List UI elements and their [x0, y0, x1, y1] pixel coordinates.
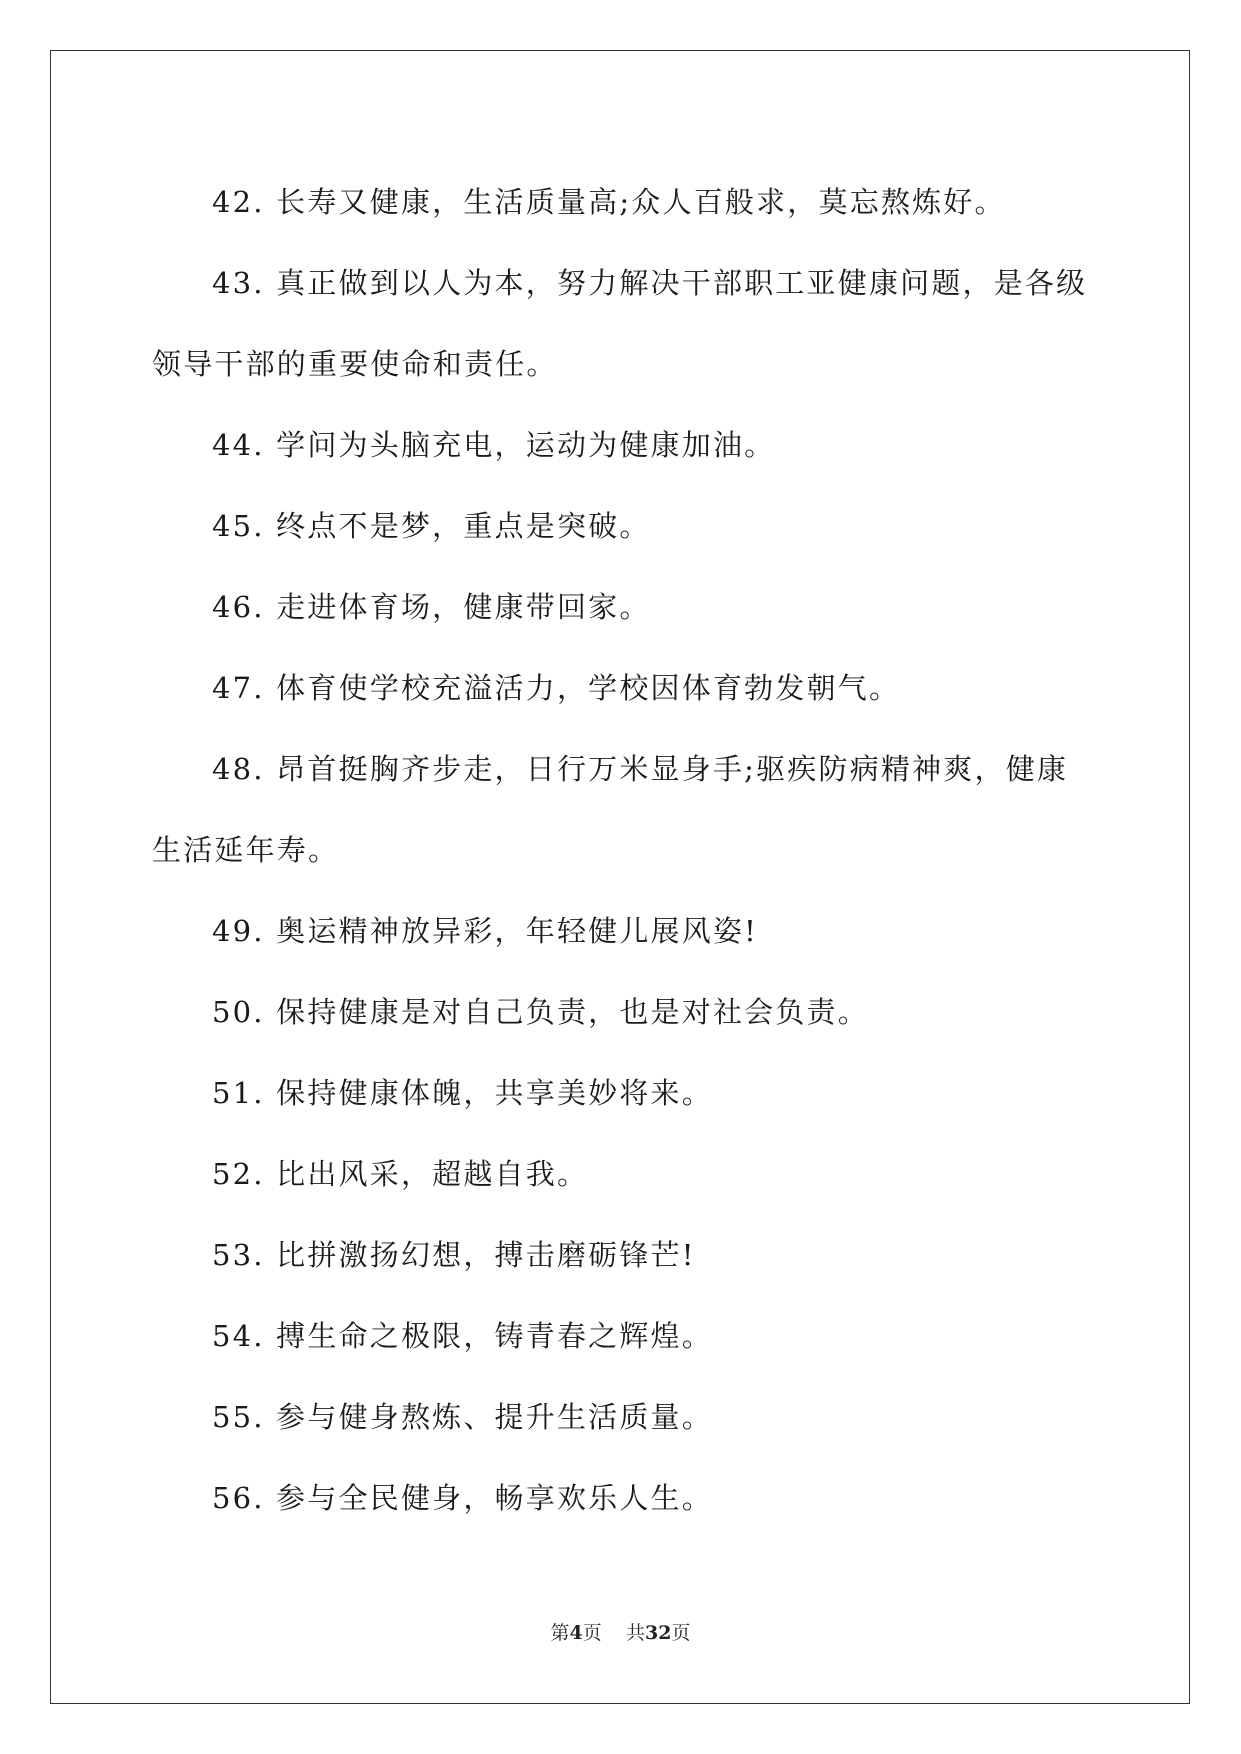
- list-item: 45. 终点不是梦，重点是突破。: [212, 509, 651, 543]
- list-item: 56. 参与全民健身，畅享欢乐人生。: [212, 1481, 713, 1515]
- list-item: 47. 体育使学校充溢活力，学校因体育勃发朝气。: [212, 671, 901, 705]
- list-item: 53. 比拼激扬幻想，搏击磨砺锋芒!: [212, 1238, 696, 1272]
- footer-total-pages: 32: [644, 1622, 672, 1644]
- list-item: 49. 奥运精神放异彩，年轻健儿展风姿!: [212, 914, 758, 948]
- page-footer: [0, 1618, 1241, 1645]
- list-item: 55. 参与健身熬炼、提升生活质量。: [212, 1400, 713, 1434]
- list-item: 43. 真正做到以人为本，努力解决干部职工亚健康问题，是各级领导干部的重要使命和责任。: [152, 266, 1088, 381]
- list-item: 50. 保持健康是对自己负责，也是对社会负责。: [212, 995, 869, 1029]
- footer-page-number: 4: [569, 1622, 583, 1644]
- footer-total-suffix: 页: [671, 1622, 691, 1644]
- footer-page-suffix: 页: [582, 1622, 602, 1644]
- footer-page-prefix: 第: [550, 1622, 570, 1644]
- list-item: 48. 昂首挺胸齐步走，日行万米显身手;驱疾防病精神爽，健康生活延年寿。: [152, 752, 1069, 867]
- list-item: 42. 长寿又健康，生活质量高;众人百般求，莫忘熬炼好。: [212, 185, 1006, 219]
- list-item: 51. 保持健康体魄，共享美妙将来。: [212, 1076, 713, 1110]
- list-item: 46. 走进体育场，健康带回家。: [212, 590, 651, 624]
- footer-total-prefix: 共: [625, 1622, 645, 1644]
- document-body: [152, 162, 1092, 1539]
- list-item: 52. 比出风采，超越自我。: [212, 1157, 589, 1191]
- list-item: 44. 学问为头脑充电，运动为健康加油。: [212, 428, 776, 462]
- list-item: 54. 搏生命之极限，铸青春之辉煌。: [212, 1319, 713, 1353]
